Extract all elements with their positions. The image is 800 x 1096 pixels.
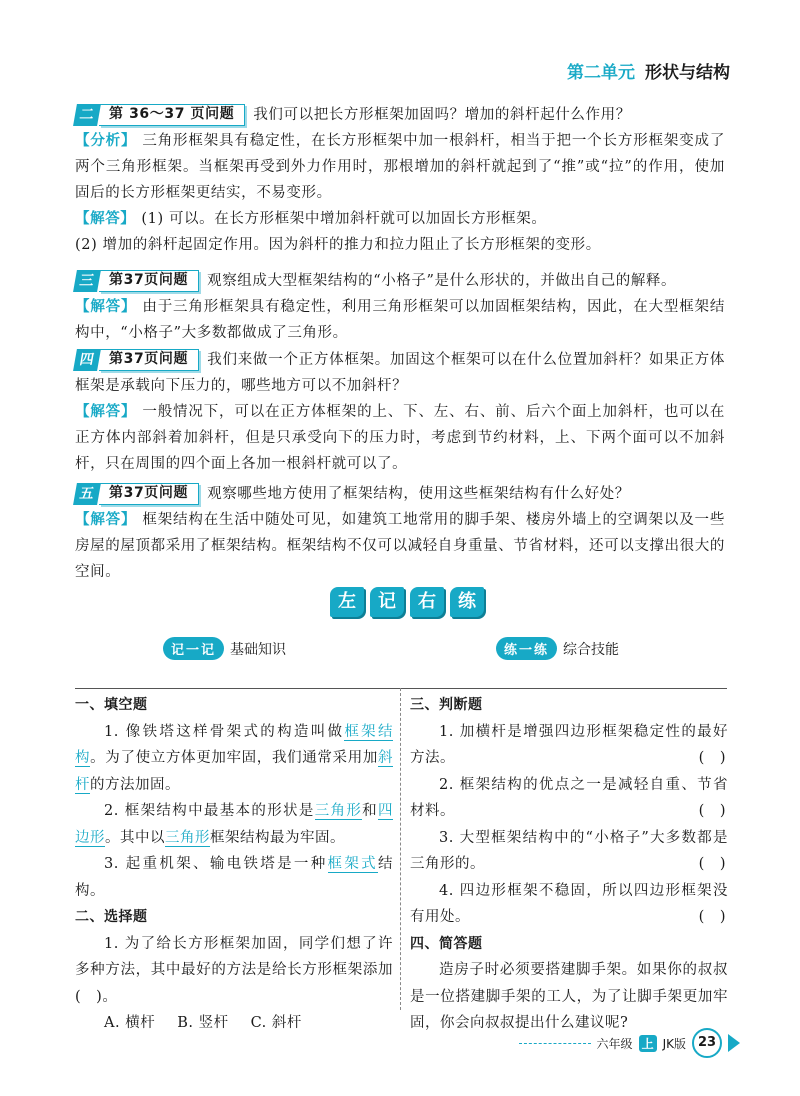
- fill-blank-1-part-a: 1. 像铁塔这样骨架式的构造叫做: [104, 723, 345, 740]
- judge-answer-box: ( ): [698, 803, 726, 819]
- question-4-block: [75, 347, 725, 477]
- judge-item-2-text: 2. 框架结构的优点之一是减轻自重、节省材料。: [410, 776, 728, 819]
- unit-header: [567, 58, 730, 83]
- fill-blank-2-part-c: 和: [362, 803, 378, 819]
- fill-blank-3-part-c: 结构。: [75, 856, 393, 899]
- question-3-number: 三: [73, 270, 101, 292]
- analysis-label: 【分析】: [75, 132, 137, 149]
- question-5-heading: [75, 483, 199, 505]
- question-2-heading: [75, 104, 245, 126]
- blank-answer: 斜杆: [75, 750, 394, 793]
- option-c: C. 斜杆: [250, 1015, 302, 1031]
- right-column: [410, 692, 728, 1037]
- left-subheading: [163, 637, 286, 660]
- section-banner: [330, 587, 484, 617]
- left-subheading-pill: 记一记: [163, 637, 224, 660]
- question-4-number: 四: [73, 349, 101, 371]
- judge-item-1: [410, 719, 728, 772]
- blank-answer: 三角形: [165, 829, 210, 846]
- banner-char-2: 记: [370, 587, 404, 617]
- unit-label: 第二单元: [567, 63, 635, 83]
- choice-options: [75, 1010, 393, 1037]
- fill-blank-3-part-a: 3. 起重机架、输电铁塔是一种: [104, 856, 328, 872]
- short-answer-question: 造房子时必须要搭建脚手架。如果你的叔叔是一位搭建脚手架的工人，为了让脚手架更加牢固，你会向叔叔提出什么建议呢?: [410, 962, 728, 1031]
- section-divider: [75, 688, 727, 689]
- fill-blank-1-part-c: 。为了使立方体更加牢固，我们通常采用加: [90, 750, 379, 766]
- banner-char-1: 左: [330, 587, 364, 617]
- right-subheading-pill: 练一练: [496, 637, 557, 660]
- judge-answer-box: ( ): [698, 909, 726, 925]
- question-3-heading: [75, 270, 199, 292]
- question-2-answer-2: (2) 增加的斜杆起固定作用。因为斜杆的推力和拉力阻止了长方形框架的变形。: [75, 237, 601, 253]
- question-5-block: [75, 481, 725, 585]
- fill-blank-2-part-a: 2. 框架结构中最基本的形状是: [104, 803, 315, 819]
- fill-blank-1-part-e: 的方法加固。: [90, 776, 180, 793]
- choice-heading: 二、选择题: [75, 909, 148, 925]
- judge-answer-box: ( ): [698, 750, 726, 766]
- judge-item-2: [410, 772, 728, 825]
- option-a: A. 横杆: [104, 1015, 156, 1031]
- question-2-answer-1: (1) 可以。在长方形框架中增加斜杆就可以加固长方形框架。: [141, 211, 547, 227]
- fill-blank-2: [75, 798, 393, 851]
- question-4-text: 我们来做一个正方体框架。加固这个框架可以在什么位置加斜杆？如果正方体框架是承载向下压力的，哪些地方可以不加斜杆？: [75, 352, 725, 394]
- banner-char-4: 练: [450, 587, 484, 617]
- question-4-title: 第37页问题: [99, 349, 199, 371]
- fill-blank-2-part-g: 框架结构最为牢固。: [210, 829, 345, 846]
- question-5-title: 第37页问题: [99, 483, 199, 505]
- judge-item-3-text: 3. 大型框架结构中的“小格子”大多数都是三角形的。: [410, 829, 728, 872]
- judge-answer-box: ( ): [698, 856, 726, 872]
- judge-item-4: [410, 878, 728, 931]
- page-footer: [519, 1028, 740, 1058]
- choice-question-1: 1. 为了给长方形框架加固，同学们想了许多种方法，其中最好的方法是给长方形框架添加( )。: [75, 935, 393, 1005]
- question-4-answer: 一般情况下，可以在正方体框架的上、下、左、右、前、后六个面上加斜杆，也可以在正方体内部斜着加斜杆，但是只承受向下的压力时，考虑到节约材料，上、下两个面可以不加斜杆，只在周围的四个面上各加一根斜杆就可以了。: [75, 404, 725, 472]
- answer-label: 【解答】: [75, 298, 137, 315]
- question-2-text: 我们可以把长方形框架加固吗？增加的斜杆起什么作用？: [253, 107, 631, 123]
- fill-blank-2-part-e: 。其中以: [105, 829, 165, 846]
- blank-answer: 框架结构: [75, 723, 393, 766]
- question-4-heading: [75, 349, 199, 371]
- question-3-block: [75, 268, 725, 346]
- question-5-text: 观察哪些地方使用了框架结构，使用这些框架结构有什么好处？: [207, 486, 630, 502]
- left-subheading-label: 基础知识: [230, 641, 287, 658]
- blank-answer: 四边形: [75, 803, 393, 846]
- fill-blank-3: [75, 851, 393, 904]
- short-answer-heading: 四、简答题: [410, 935, 483, 952]
- question-2-number: 二: [73, 104, 101, 126]
- question-2-title: 第 36～37 页问题: [99, 104, 245, 126]
- question-3-text: 观察组成大型框架结构的“小格子”是什么形状的，并做出自己的解释。: [207, 273, 677, 289]
- judge-item-3: [410, 825, 728, 878]
- footer-edition: JK版: [662, 1036, 686, 1051]
- banner-char-3: 右: [410, 587, 444, 617]
- column-divider: [400, 688, 401, 1010]
- unit-topic: 形状与结构: [645, 63, 730, 83]
- blank-answer: 三角形: [314, 803, 363, 819]
- right-subheading: [496, 637, 619, 660]
- answer-label: 【解答】: [75, 511, 137, 528]
- page-number: 23: [692, 1028, 722, 1058]
- footer-term: 上: [639, 1035, 657, 1052]
- answer-label: 【解答】: [75, 210, 136, 227]
- option-b: B. 竖杆: [177, 1015, 229, 1031]
- judge-item-4-text: 4. 四边形框架不稳固，所以四边形框架没有用处。: [410, 882, 728, 925]
- arrow-right-icon: [728, 1034, 740, 1052]
- question-5-number: 五: [73, 483, 101, 505]
- footer-grade: 六年级: [596, 1036, 633, 1051]
- footer-dotted-line: [519, 1043, 591, 1044]
- answer-label: 【解答】: [75, 403, 137, 420]
- right-subheading-label: 综合技能: [563, 641, 620, 658]
- question-3-title: 第37页问题: [99, 270, 199, 292]
- fill-blank-1: [75, 719, 393, 799]
- question-3-answer: 由于三角形框架具有稳定性，利用三角形框架可以加固框架结构，因此，在大型框架结构中，“小格子”大多数都做成了三角形。: [75, 299, 725, 341]
- question-2-analysis: 三角形框架具有稳定性，在长方形框架中加一根斜杆，相当于把一个长方形框架变成了两个三角形框架。当框架再受到外力作用时，那根增加的斜杆就起到了“推”或“拉”的作用，使加固后的长方形框架更结实，不易变形。: [75, 133, 725, 201]
- question-2-block: [75, 102, 725, 258]
- judge-heading: 三、判断题: [410, 697, 483, 713]
- left-column: [75, 692, 393, 1037]
- judge-item-1-text: 1. 加横杆是增强四边形框架稳定性的最好方法。: [410, 723, 728, 766]
- question-5-answer: 框架结构在生活中随处可见，如建筑工地常用的脚手架、楼房外墙上的空调架以及一些房屋的屋顶都采用了框架结构。框架结构不仅可以减轻自身重量、节省材料，还可以支撑出很大的空间。: [75, 512, 725, 580]
- blank-answer: 框架式: [327, 856, 378, 872]
- fill-blank-heading: 一、填空题: [75, 697, 148, 713]
